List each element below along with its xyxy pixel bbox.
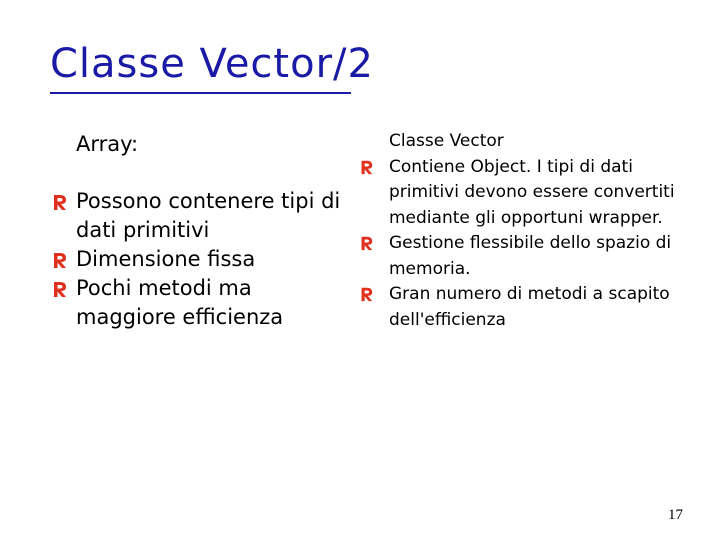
r-bullet-icon (358, 159, 374, 175)
left-bullet-text: Dimensione fissa (76, 247, 256, 271)
right-bullet-list (358, 155, 678, 334)
r-bullet-icon (50, 193, 68, 211)
list-item (50, 187, 350, 245)
title-underline (50, 92, 351, 94)
right-bullet-text: Gran numero di metodi a scapito dell'efficienza (389, 284, 670, 330)
left-bullet-list (50, 187, 350, 332)
left-column-heading: Array: (76, 132, 139, 156)
slide-title: Classe Vector/2 (50, 41, 374, 87)
r-bullet-icon (358, 235, 374, 251)
page-number: 17 (668, 507, 683, 523)
left-bullet-text: Possono contenere tipi di dati primitivi (76, 189, 341, 242)
r-bullet-icon (50, 251, 68, 269)
list-item (50, 245, 350, 274)
left-column (50, 130, 350, 332)
left-bullet-text: Pochi metodi ma maggiore efficienza (76, 276, 284, 329)
list-item (358, 282, 678, 333)
right-column-heading: Classe Vector (389, 131, 504, 151)
r-bullet-icon (358, 286, 374, 302)
list-item (358, 155, 678, 232)
list-item (50, 274, 350, 332)
list-item (358, 231, 678, 282)
right-bullet-text: Contiene Object. I tipi di dati primitivi devono essere convertiti mediante gli opportuni wrapper. (389, 156, 675, 228)
right-column (358, 129, 678, 333)
r-bullet-icon (50, 280, 68, 298)
right-bullet-text: Gestione flessibile dello spazio di memoria. (389, 233, 672, 279)
